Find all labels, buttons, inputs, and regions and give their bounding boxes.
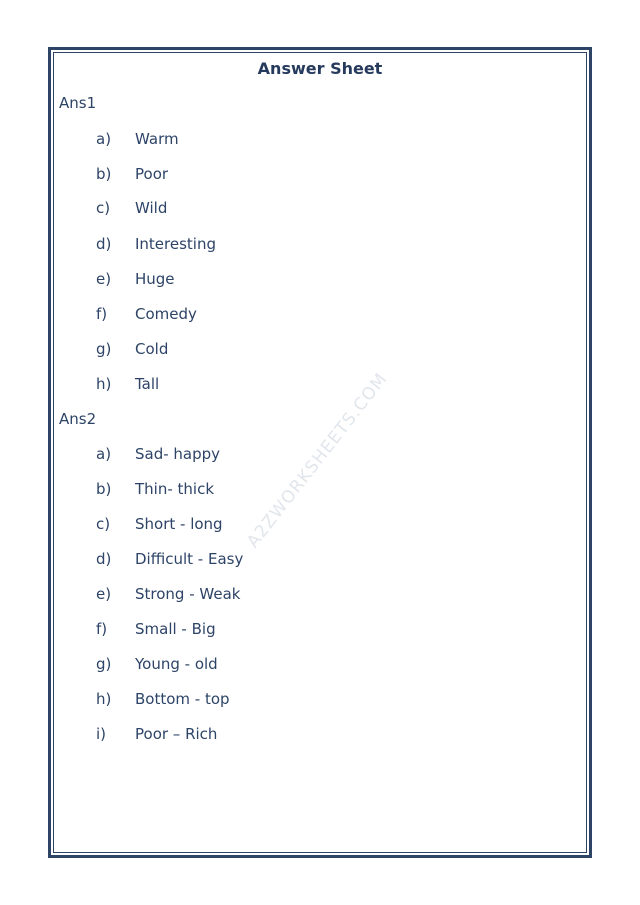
item-text: Huge: [135, 270, 175, 288]
item-letter: h): [96, 375, 112, 393]
item-letter: d): [96, 550, 112, 568]
item-text: Poor – Rich: [135, 725, 218, 743]
item-letter: e): [96, 585, 112, 603]
answer-item: [96, 270, 175, 292]
item-letter: g): [96, 655, 112, 673]
item-text: Strong - Weak: [135, 585, 241, 603]
answer-item: [96, 585, 240, 607]
answer-item: [96, 199, 167, 221]
item-letter: a): [96, 130, 112, 148]
item-letter: c): [96, 199, 111, 217]
item-text: Bottom - top: [135, 690, 230, 708]
item-letter: d): [96, 235, 112, 253]
watermark: A2ZWORKSHEETS.COM: [243, 369, 392, 552]
answer-item: [96, 620, 216, 642]
item-text: Wild: [135, 199, 168, 217]
item-text: Small - Big: [135, 620, 216, 638]
answer-item: [96, 305, 197, 327]
item-text: Interesting: [135, 235, 216, 253]
item-letter: e): [96, 270, 112, 288]
item-text: Short - long: [135, 515, 223, 533]
item-letter: a): [96, 445, 112, 463]
item-text: Young - old: [135, 655, 218, 673]
section-label-ans1: Ans1: [59, 94, 97, 112]
answer-item: [96, 445, 220, 467]
page-title: Answer Sheet: [257, 59, 383, 78]
item-letter: c): [96, 515, 111, 533]
section-label-ans2: Ans2: [59, 410, 97, 428]
item-text: Tall: [135, 375, 160, 393]
answer-item: [96, 165, 168, 187]
answer-item: [96, 480, 214, 502]
item-letter: i): [96, 725, 107, 743]
item-text: Warm: [135, 130, 179, 148]
item-letter: f): [96, 620, 108, 638]
item-text: Poor: [135, 165, 169, 183]
item-letter: b): [96, 165, 112, 183]
item-letter: g): [96, 340, 112, 358]
answer-item: [96, 725, 217, 747]
answer-item: [96, 550, 243, 572]
answer-item: [96, 235, 216, 257]
answer-item: [96, 130, 179, 152]
answer-item: [96, 655, 218, 677]
item-text: Cold: [135, 340, 169, 358]
item-text: Thin- thick: [135, 480, 215, 498]
answer-item: [96, 340, 168, 362]
item-text: Comedy: [135, 305, 197, 323]
item-letter: f): [96, 305, 108, 323]
item-letter: b): [96, 480, 112, 498]
item-text: Sad- happy: [135, 445, 221, 463]
answer-item: [96, 375, 159, 397]
answer-item: [96, 690, 230, 712]
answer-item: [96, 515, 223, 537]
item-text: Difficult - Easy: [135, 550, 244, 568]
item-letter: h): [96, 690, 112, 708]
